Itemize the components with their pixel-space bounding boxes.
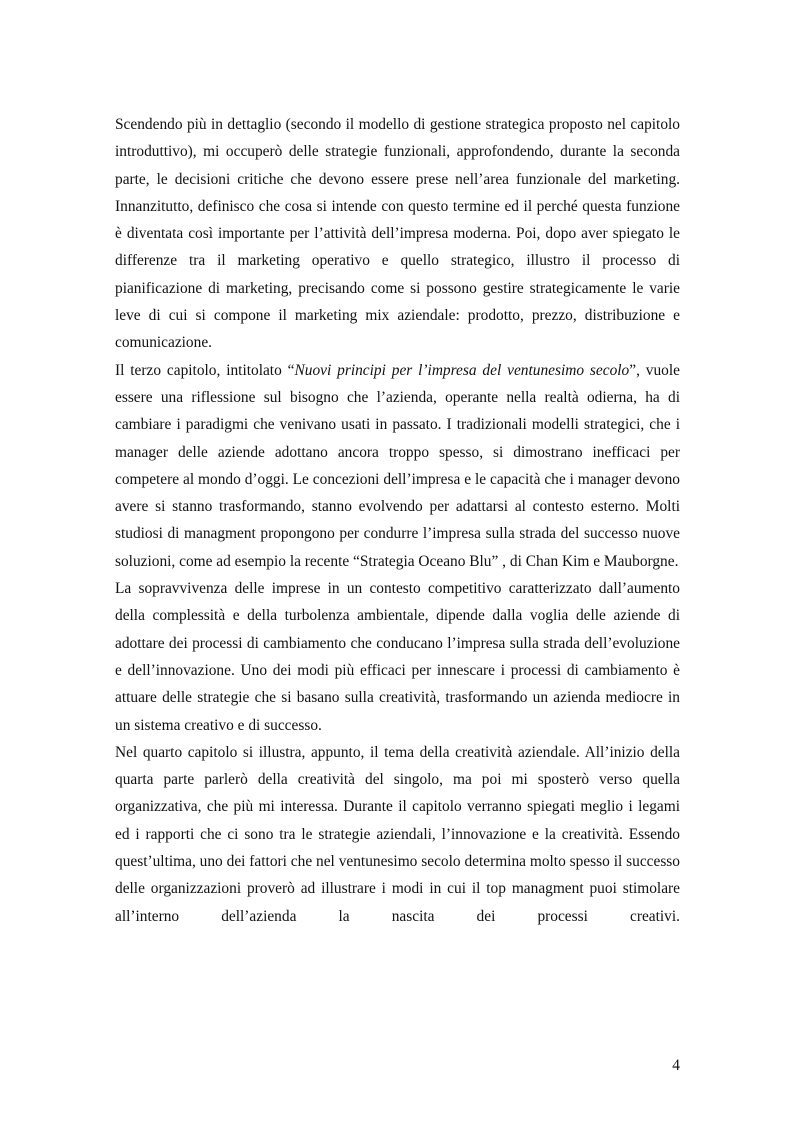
paragraph-terzo-capitolo [115,357,680,575]
paragraph-strategie-funzionali [115,111,680,357]
body-text [115,111,680,930]
paragraph-sopravvivenza [115,575,680,739]
chapter-title-italic: Nuovi principi per l’impresa del ventunesimo secolo [294,361,630,379]
paragraph-text: ”, vuole essere una riflessione sul bisogno che l’azienda, operante nella realtà odierna, ha di cambiare i paradigmi che venivano usati in passato. I tradizionali modelli strategici, che i manager delle aziende adottano ancora troppo spesso, si dimostrano inefficaci per competere al mondo d’oggi. Le concezioni dell’impresa e le capacità che i manager devono avere si stanno trasformando, stanno evolvendo per adattarsi al contesto esterno. Molti studiosi di managment propongono per condurre l’impresa sulla strada del successo nuove soluzioni, come ad esempio la recente “Strategia Oceano Blu” , di Chan Kim e Mauborgne. [115,361,680,570]
page-number: 4 [672,1057,680,1074]
paragraph-text: Scendendo più in dettaglio (secondo il modello di gestione strategica proposto nel capitolo introduttivo), mi occuperò delle strategie funzionali, approfondendo, durante la seconda parte, le decisioni critiche che devono essere prese nell’area funzionale del marketing. Innanzitutto, definisco che cosa si intende con questo termine ed il perché questa funzione è diventata così importante per l’attività dell’impresa moderna. Poi, dopo aver spiegato le differenze tra il marketing operativo e quello strategico, illustro il processo di pianificazione di marketing, precisando come si possono gestire strategicamente le varie leve di cui si compone il marketing mix aziendale: prodotto, prezzo, distribuzione e comunicazione. [115,116,680,352]
paragraph-text: La sopravvivenza delle imprese in un contesto competitivo caratterizzato dall’aumento della complessità e della turbolenza ambientale, dipende dalla voglia delle aziende di adottare dei processi di cambiamento che conducano l’impresa sulla strada dell’evoluzione e dell’innovazione. Uno dei modi più efficaci per innescare i processi di cambiamento è attuare delle strategie che si basano sulla creatività, trasformando un azienda mediocre in un sistema creativo e di successo. [115,580,680,734]
paragraph-text: Nel quarto capitolo si illustra, appunto, il tema della creatività aziendale. All’inizio della quarta parte parlerò della creatività del singolo, ma poi mi sposterò verso quella organizzativa, che più mi interessa. Durante il capitolo verranno spiegati meglio i legami ed i rapporti che ci sono tra le strategie aziendali, l’innovazione e la creatività. Essendo quest’ultima, uno dei fattori che nel ventunesimo secolo determina molto spesso il successo delle organizzazioni proverò ad illustrare i modi in cui il top managment puoi stimolare all’interno dell’azienda la nascita dei processi creativi. [115,743,680,925]
paragraph-text: Il terzo capitolo, intitolato “ [115,361,295,379]
paragraph-quarto-capitolo [115,739,680,930]
